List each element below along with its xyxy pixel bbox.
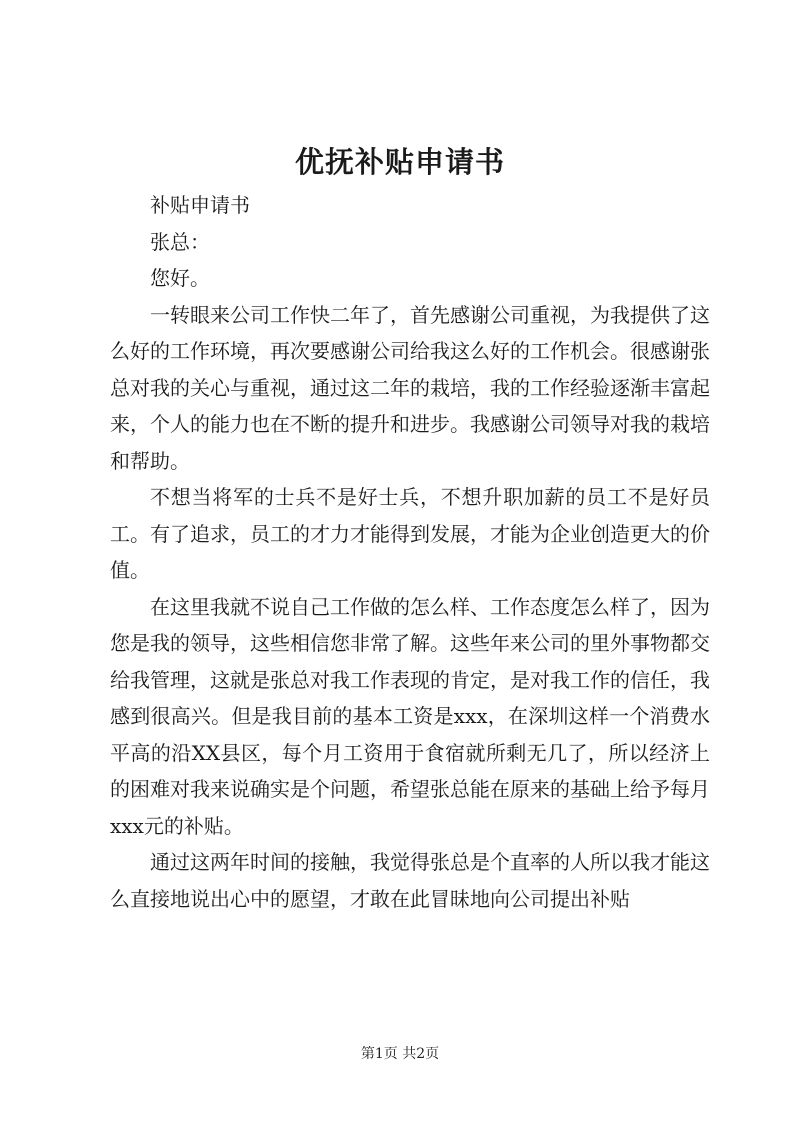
document-title: 优抚补贴申请书 — [294, 145, 505, 179]
paragraph-greeting: 您好。 — [150, 266, 210, 290]
paragraph-body-1: 一转眼来公司工作快二年了，首先感谢公司重视，为我提供了这么好的工作环境，再次要感谢公司给我这么好的工作机会。很感谢张总对我的关心与重视，通过这二年的栽培，我的工作经验逐渐丰富起来，个人的能力也在不断的提升和进步。我感谢公司领导对我的栽培和帮助。 — [110, 302, 710, 473]
document-body — [110, 187, 710, 917]
paragraph-heading: 补贴申请书 — [150, 193, 250, 217]
paragraph-salutation: 张总： — [150, 229, 210, 254]
page-number-footer: 第1页 共2页 — [360, 1046, 440, 1062]
paragraph-body-2: 不想当将军的士兵不是好士兵，不想升职加薪的员工不是好员工。有了追求，员工的才力才能得到发展，才能为企业创造更大的价值。 — [110, 485, 710, 582]
paragraph-body-3: 在这里我就不说自己工作做的怎么样、工作态度怎么样了，因为您是我的领导，这些相信您非常了解。这些年来公司的里外事物都交给我管理，这就是张总对我工作表现的肯定，是对我工作的信任，我感到很高兴。但是我目前的基本工资是xxx，在深圳这样一个消费水平高的沿XX县区，每个月工资用于食宿就所剩无几了，所以经济上的困难对我来说确实是个问题，希望张总能在原来的基础上给予每月xxx元的补贴。 — [110, 594, 710, 838]
paragraph-body-4: 通过这两年时间的接触，我觉得张总是个直率的人所以我才能这么直接地说出心中的愿望，才敢在此冒昧地向公司提出补贴 — [110, 850, 710, 911]
